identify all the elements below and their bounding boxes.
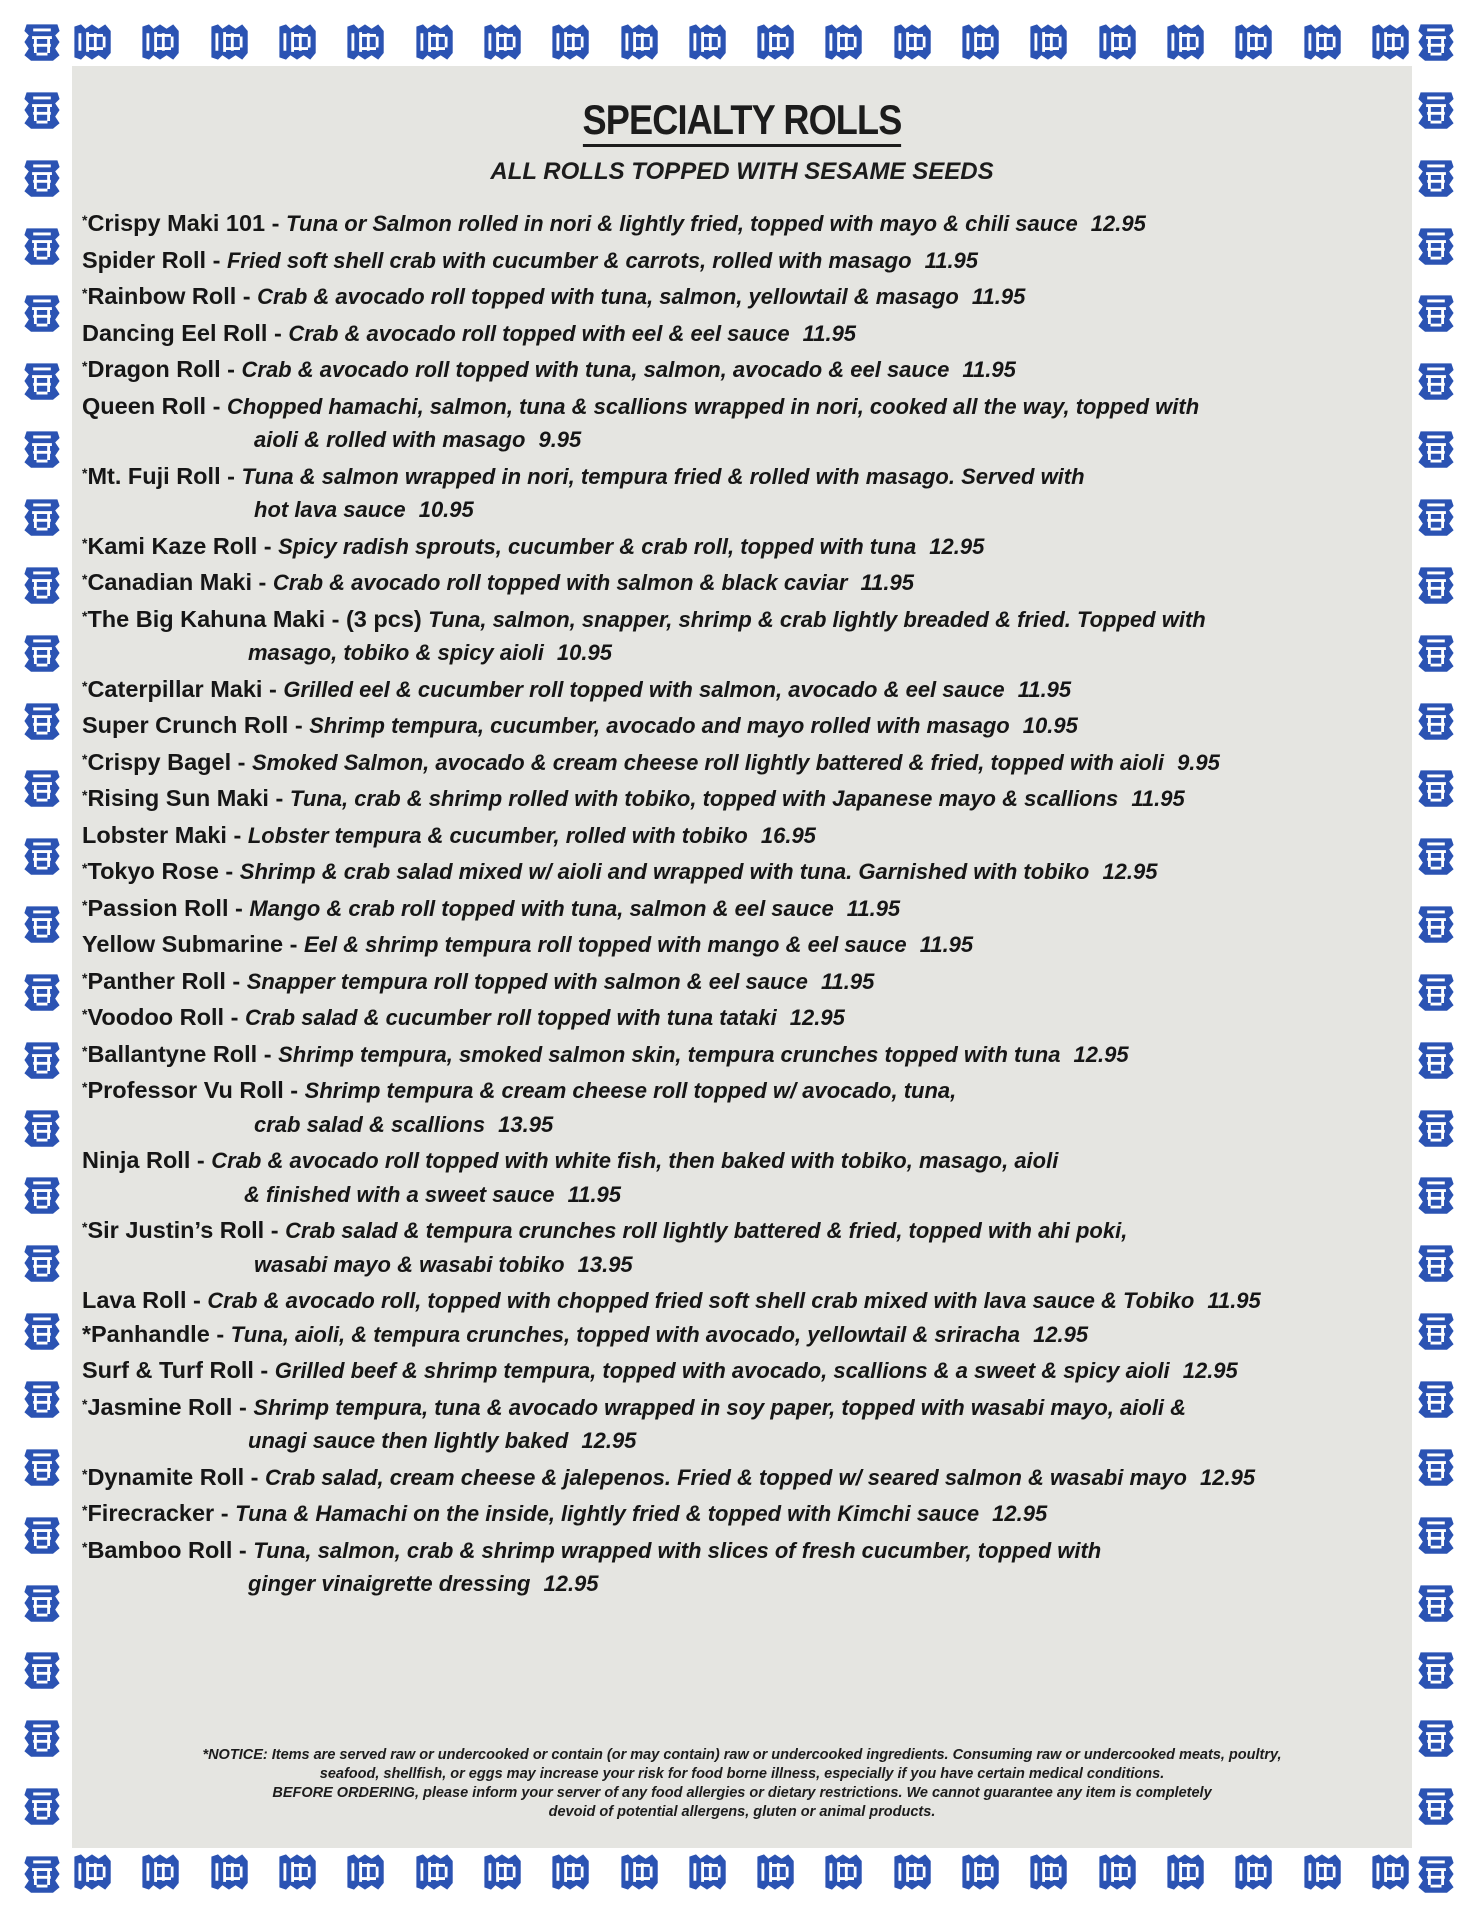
notice-line: devoid of potential allergens, gluten or animal products. [548,1804,936,1820]
menu-item [82,1318,1412,1352]
border-glyph-icon [20,1445,68,1493]
item-price: 11.95 [802,320,857,346]
menu-item [82,852,1412,889]
menu-item [82,241,1412,278]
border-glyph-icon [1414,1445,1462,1493]
item-name: Caterpillar Maki - [87,675,284,702]
border-glyph-icon [1414,699,1462,747]
border-glyph-icon [20,1852,68,1900]
border-glyph-icon [1414,1648,1462,1696]
border-glyph-icon [20,20,68,68]
border-glyph-icon [480,1850,528,1898]
item-name: Mt. Fuji Roll - [87,462,242,489]
item-description: Tuna & Hamachi on the inside, lightly fried & topped with Kimchi sauce [235,1501,980,1526]
item-name: Panther Roll - [87,967,247,994]
border-glyph-icon [1414,1377,1462,1425]
item-price: 9.95 [1177,749,1220,775]
item-description: Crab & avocado roll topped with eel & eel sauce [288,320,790,346]
item-star-marker: * [82,1219,88,1235]
menu-item [82,1211,1412,1281]
item-price: 11.95 [1017,676,1072,702]
item-description: Shrimp tempura, cucumber, avocado and mayo rolled with masago [309,713,1010,738]
border-glyph-icon [1368,20,1416,68]
item-price: 13.95 [498,1111,554,1137]
item-description-line2: wasabi mayo & wasabi tobiko [254,1251,565,1277]
item-description: Tuna & salmon wrapped in nori, tempura fried & rolled with masago. Served with [241,463,1085,489]
border-glyph-icon [20,359,68,407]
item-description-line2: & finished with a sweet sauce [244,1181,555,1207]
item-name: Lobster Maki - [82,821,248,848]
border-glyph-icon [20,1173,68,1221]
item-name: Sir Justin’s Roll - [87,1217,286,1243]
border-glyph-icon [20,902,68,950]
item-price: 12.95 [789,1005,845,1030]
border-glyph-icon [20,970,68,1018]
border-glyph-icon [20,495,68,543]
item-name: Professor Vu Roll - [87,1077,305,1103]
border-glyph-icon [343,20,391,68]
border-glyph-icon [20,156,68,204]
border-glyph-icon [20,88,68,136]
item-description: Eel & shrimp tempura roll topped with mango & eel sauce [304,932,907,957]
border-glyph-icon [1414,1309,1462,1357]
menu-item [82,527,1412,564]
item-name: Yellow Submarine - [82,931,304,957]
notice-line: *NOTICE: Items are served raw or undercooked or contain (or may contain) raw or undercooked ingredients. Consuming raw or undercooked meats, poultry, [202,1747,1282,1763]
border-glyph-icon [1414,1038,1462,1086]
notice-line: BEFORE ORDERING, please inform your server of any food allergies or dietary restrictions. We cannot guarantee any item is completely [272,1785,1212,1801]
item-star-marker: * [82,1320,91,1347]
border-glyph-icon [138,1850,186,1898]
border-glyph-icon [20,1581,68,1629]
item-name: Panhandle - [90,1320,231,1347]
border-glyph-icon [20,1784,68,1832]
item-name: Crispy Bagel - [87,748,252,775]
item-price: 12.95 [1073,1041,1129,1067]
border-glyph-icon [1414,88,1462,136]
menu-item [82,998,1412,1035]
item-price: 11.95 [1131,786,1185,811]
item-star-marker: * [82,571,88,587]
border-glyph-icon [1414,902,1462,950]
item-description: Grilled beef & shrimp tempura, topped with avocado, scallions & a sweet & spicy aioli [274,1358,1170,1383]
item-description: Tuna, salmon, snapper, shrimp & crab lightly breaded & fried. Topped with [428,606,1206,632]
menu-item [82,816,1412,853]
item-star-marker: * [82,534,88,551]
border-glyph-icon [1414,1784,1462,1832]
border-glyph-icon [1414,1513,1462,1561]
border-glyph-icon [890,20,938,68]
border-glyph-icon [412,1850,460,1898]
item-name: Surf & Turf Roll - [82,1357,275,1383]
border-glyph-icon [20,1241,68,1289]
menu-item [82,1281,1412,1318]
item-price: 10.95 [556,640,612,665]
item-name: Crispy Maki 101 - [87,210,286,236]
item-name: Ballantyne Roll - [87,1040,279,1067]
border-glyph-icon [685,1850,733,1898]
menu-item [82,962,1412,999]
border-bottom [70,1850,1416,1900]
item-name: Rainbow Roll - [87,283,258,309]
item-description-continued [82,493,1412,527]
border-left [20,20,70,1900]
item-description: Fried soft shell crab with cucumber & carrots, rolled with masago [226,247,912,273]
item-description: Crab & avocado roll topped with tuna, salmon, yellowtail & masago [257,284,959,309]
menu-item [82,1071,1412,1141]
border-glyph-icon [1300,1850,1348,1898]
border-glyph-icon [1095,1850,1143,1898]
border-glyph-icon [617,20,665,68]
item-name: Rising Sun Maki - [87,785,290,811]
item-description: Mango & crab roll topped with tuna, salmon & eel sauce [249,895,834,921]
item-name: The Big Kahuna Maki - (3 pcs) [87,605,429,632]
menu-panel [72,66,1412,1848]
item-description-line2: crab salad & scallions [254,1111,486,1137]
item-description: Crab & avocado roll topped with white fish, then baked with tobiko, masago, aioli [211,1148,1059,1173]
border-glyph-icon [207,20,255,68]
border-glyph-icon [1414,1852,1462,1900]
item-star-marker: * [82,212,88,228]
item-name: Firecracker - [87,1500,236,1526]
item-description: Tuna or Salmon rolled in nori & lightly fried, topped with mayo & chili sauce [286,211,1078,236]
item-description: Spicy radish sprouts, cucumber & crab roll, topped with tuna [278,533,917,559]
item-price: 10.95 [418,497,474,522]
border-glyph-icon [20,834,68,882]
border-glyph-icon [1231,1850,1279,1898]
item-star-marker: * [82,1465,88,1482]
page-title: SPECIALTY ROLLS [166,96,1318,144]
border-glyph-icon [1414,970,1462,1018]
item-description: Crab & avocado roll topped with salmon & black caviar [272,570,848,595]
allergen-notice [72,1746,1412,1822]
item-name: Bamboo Roll - [87,1536,254,1563]
menu-item [82,1458,1412,1495]
border-glyph-icon [20,1648,68,1696]
item-star-marker: * [82,607,88,624]
border-glyph-icon [1414,156,1462,204]
border-glyph-icon [821,1850,869,1898]
item-star-marker: * [82,1502,88,1518]
item-description-continued [82,1248,1412,1282]
border-glyph-icon [20,224,68,272]
border-glyph-icon [20,1513,68,1561]
item-description-line2: ginger vinaigrette dressing [248,1571,531,1596]
border-glyph-icon [1414,631,1462,679]
item-price: 11.95 [924,247,979,273]
border-glyph-icon [20,766,68,814]
menu-item [82,743,1412,780]
item-name: Lava Roll - [82,1287,208,1313]
item-price: 12.95 [543,1571,599,1596]
border-glyph-icon [1414,495,1462,543]
item-price: 11.95 [962,357,1016,382]
border-glyph-icon [548,1850,596,1898]
item-name: Jasmine Roll - [87,1393,254,1420]
page-subtitle: ALL ROLLS TOPPED WITH SESAME SEEDS [490,158,994,185]
border-glyph-icon [1414,224,1462,272]
item-description: Shrimp tempura & cream cheese roll topped w/ avocado, tuna, [304,1078,957,1103]
item-description: Chopped hamachi, salmon, tuna & scallions wrapped in nori, cooked all the way, topped with [226,393,1200,419]
item-star-marker: * [82,860,88,876]
menu-item [82,1388,1412,1458]
menu-item [82,1351,1412,1388]
menu-item [82,1141,1412,1211]
border-glyph-icon [1026,1850,1074,1898]
menu-item [82,925,1412,962]
item-price: 9.95 [538,427,582,452]
item-name: Dynamite Roll - [87,1463,266,1490]
menu-item [82,204,1412,241]
border-glyph-icon [20,1106,68,1154]
item-price: 11.95 [971,284,1026,309]
border-glyph-icon [1163,1850,1211,1898]
menu-item [82,457,1412,527]
item-description: Shrimp tempura, tuna & avocado wrapped in soy paper, topped with wasabi mayo, aioli & [253,1394,1187,1420]
item-star-marker: * [82,787,88,803]
item-description-continued [82,423,1412,457]
item-description: Crab & avocado roll, topped with chopped fried soft shell crab mixed with lava sauce & Tobiko [207,1288,1195,1313]
border-glyph-icon [685,20,733,68]
border-glyph-icon [1368,1850,1416,1898]
item-star-marker: * [82,1006,88,1022]
item-price: 11.95 [1207,1288,1261,1313]
border-glyph-icon [138,20,186,68]
item-price: 12.95 [929,533,985,559]
item-description: Snapper tempura roll topped with salmon & eel sauce [246,968,808,994]
border-glyph-icon [617,1850,665,1898]
border-glyph-icon [412,20,460,68]
menu-item-list [82,204,1412,1601]
border-glyph-icon [548,20,596,68]
border-glyph-icon [958,20,1006,68]
border-glyph-icon [20,563,68,611]
item-price: 11.95 [919,932,974,957]
border-glyph-icon [1414,1581,1462,1629]
border-glyph-icon [1231,20,1279,68]
item-description: Shrimp tempura, smoked salmon skin, tempura crunches topped with tuna [278,1041,1061,1067]
item-description-line2: hot lava sauce [254,497,406,522]
item-star-marker: * [82,1538,88,1555]
item-description-continued [82,1424,1412,1458]
item-name: Queen Roll - [82,392,227,419]
border-glyph-icon [275,1850,323,1898]
item-description-continued [82,636,1412,670]
item-description: Tuna, salmon, crab & shrimp wrapped with slices of fresh cucumber, topped with [253,1537,1102,1563]
border-glyph-icon [958,1850,1006,1898]
item-name: Kami Kaze Roll - [87,532,279,559]
border-glyph-icon [1300,20,1348,68]
item-price: 12.95 [581,1428,637,1453]
border-glyph-icon [480,20,528,68]
border-glyph-icon [1026,20,1074,68]
item-description: Tuna, crab & shrimp rolled with tobiko, topped with Japanese mayo & scallions [289,786,1119,811]
item-price: 12.95 [1090,211,1146,236]
border-glyph-icon [1414,427,1462,475]
item-star-marker: * [82,750,88,767]
item-description-line2: masago, tobiko & spicy aioli [248,640,544,665]
item-star-marker: * [82,969,88,986]
item-name: Ninja Roll - [82,1147,212,1173]
border-glyph-icon [20,427,68,475]
menu-item [82,563,1412,600]
menu-item [82,1035,1412,1072]
item-name: Tokyo Rose - [87,858,240,884]
item-price: 13.95 [577,1251,633,1277]
item-description-line2: aioli & rolled with masago [254,427,526,452]
item-price: 10.95 [1022,713,1078,738]
item-star-marker: * [82,1079,88,1095]
border-glyph-icon [1163,20,1211,68]
border-glyph-icon [20,1038,68,1086]
item-price: 12.95 [1102,859,1158,884]
border-glyph-icon [890,1850,938,1898]
border-glyph-icon [275,20,323,68]
border-glyph-icon [821,20,869,68]
notice-line: seafood, shellfish, or eggs may increase your risk for food borne illness, especially if you have certain medical conditions. [319,1766,1165,1782]
border-glyph-icon [70,20,118,68]
border-glyph-icon [1414,20,1462,68]
border-glyph-icon [1414,766,1462,814]
border-glyph-icon [70,1850,118,1898]
border-glyph-icon [1414,359,1462,407]
item-name: Voodoo Roll - [87,1004,245,1030]
border-glyph-icon [20,631,68,679]
item-description: Lobster tempura & cucumber, rolled with tobiko [247,822,748,848]
item-description-continued [82,1108,1412,1142]
item-description: Tuna, aioli, & tempura crunches, topped with avocado, yellowtail & sriracha [230,1321,1021,1347]
item-description-line2: unagi sauce then lightly baked [248,1428,569,1453]
border-glyph-icon [1414,1716,1462,1764]
menu-item [82,1494,1412,1531]
item-name: Canadian Maki - [87,569,273,595]
item-description: Crab & avocado roll topped with tuna, salmon, avocado & eel sauce [241,357,950,382]
item-star-marker: * [82,896,88,913]
item-price: 11.95 [846,895,901,921]
border-glyph-icon [20,699,68,747]
item-price: 12.95 [992,1501,1048,1526]
item-description: Grilled eel & cucumber roll topped with salmon, avocado & eel sauce [283,676,1005,702]
border-glyph-icon [753,20,801,68]
item-price: 11.95 [820,968,875,994]
item-star-marker: * [82,1042,88,1059]
border-glyph-icon [1414,1173,1462,1221]
border-glyph-icon [20,291,68,339]
item-star-marker: * [82,1395,88,1412]
item-description: Smoked Salmon, avocado & cream cheese roll lightly battered & fried, topped with aioli [252,749,1164,775]
menu-item [82,706,1412,743]
border-glyph-icon [1095,20,1143,68]
border-glyph-icon [753,1850,801,1898]
border-glyph-icon [20,1716,68,1764]
item-description: Crab salad & tempura crunches roll lightly battered & fried, topped with ahi poki, [285,1218,1128,1243]
border-glyph-icon [343,1850,391,1898]
item-star-marker: * [82,285,88,301]
item-star-marker: * [82,464,88,481]
item-price: 11.95 [567,1181,622,1207]
menu-item [82,350,1412,387]
border-top [70,20,1416,70]
border-glyph-icon [20,1377,68,1425]
border-glyph-icon [1414,1241,1462,1289]
item-description: Crab salad, cream cheese & jalepenos. Fried & topped w/ seared salmon & wasabi mayo [265,1464,1187,1490]
item-name: Spider Roll - [82,246,227,273]
menu-item [82,670,1412,707]
menu-item [82,1531,1412,1601]
item-name: Dragon Roll - [87,356,242,382]
item-price: 11.95 [860,570,914,595]
border-glyph-icon [1414,834,1462,882]
item-name: Dancing Eel Roll - [82,319,289,346]
item-name: Super Crunch Roll - [82,712,310,738]
menu-item [82,779,1412,816]
item-price: 12.95 [1033,1321,1089,1347]
border-right [1414,20,1464,1900]
menu-item [82,277,1412,314]
menu-item [82,314,1412,351]
item-description-continued [82,1567,1412,1601]
item-star-marker: * [82,358,88,374]
item-price: 12.95 [1200,1464,1256,1490]
item-price: 16.95 [760,822,816,848]
border-glyph-icon [1414,291,1462,339]
border-glyph-icon [1414,563,1462,611]
item-name: Passion Roll - [87,894,250,921]
border-glyph-icon [1414,1106,1462,1154]
item-star-marker: * [82,677,88,694]
item-price: 12.95 [1182,1358,1238,1383]
menu-item [82,889,1412,926]
item-description: Shrimp & crab salad mixed w/ aioli and wrapped with tuna. Garnished with tobiko [239,859,1090,884]
border-glyph-icon [20,1309,68,1357]
item-description: Crab salad & cucumber roll topped with tuna tataki [244,1005,777,1030]
item-description-continued [82,1178,1412,1212]
menu-item [82,387,1412,457]
menu-item [82,600,1412,670]
border-glyph-icon [207,1850,255,1898]
